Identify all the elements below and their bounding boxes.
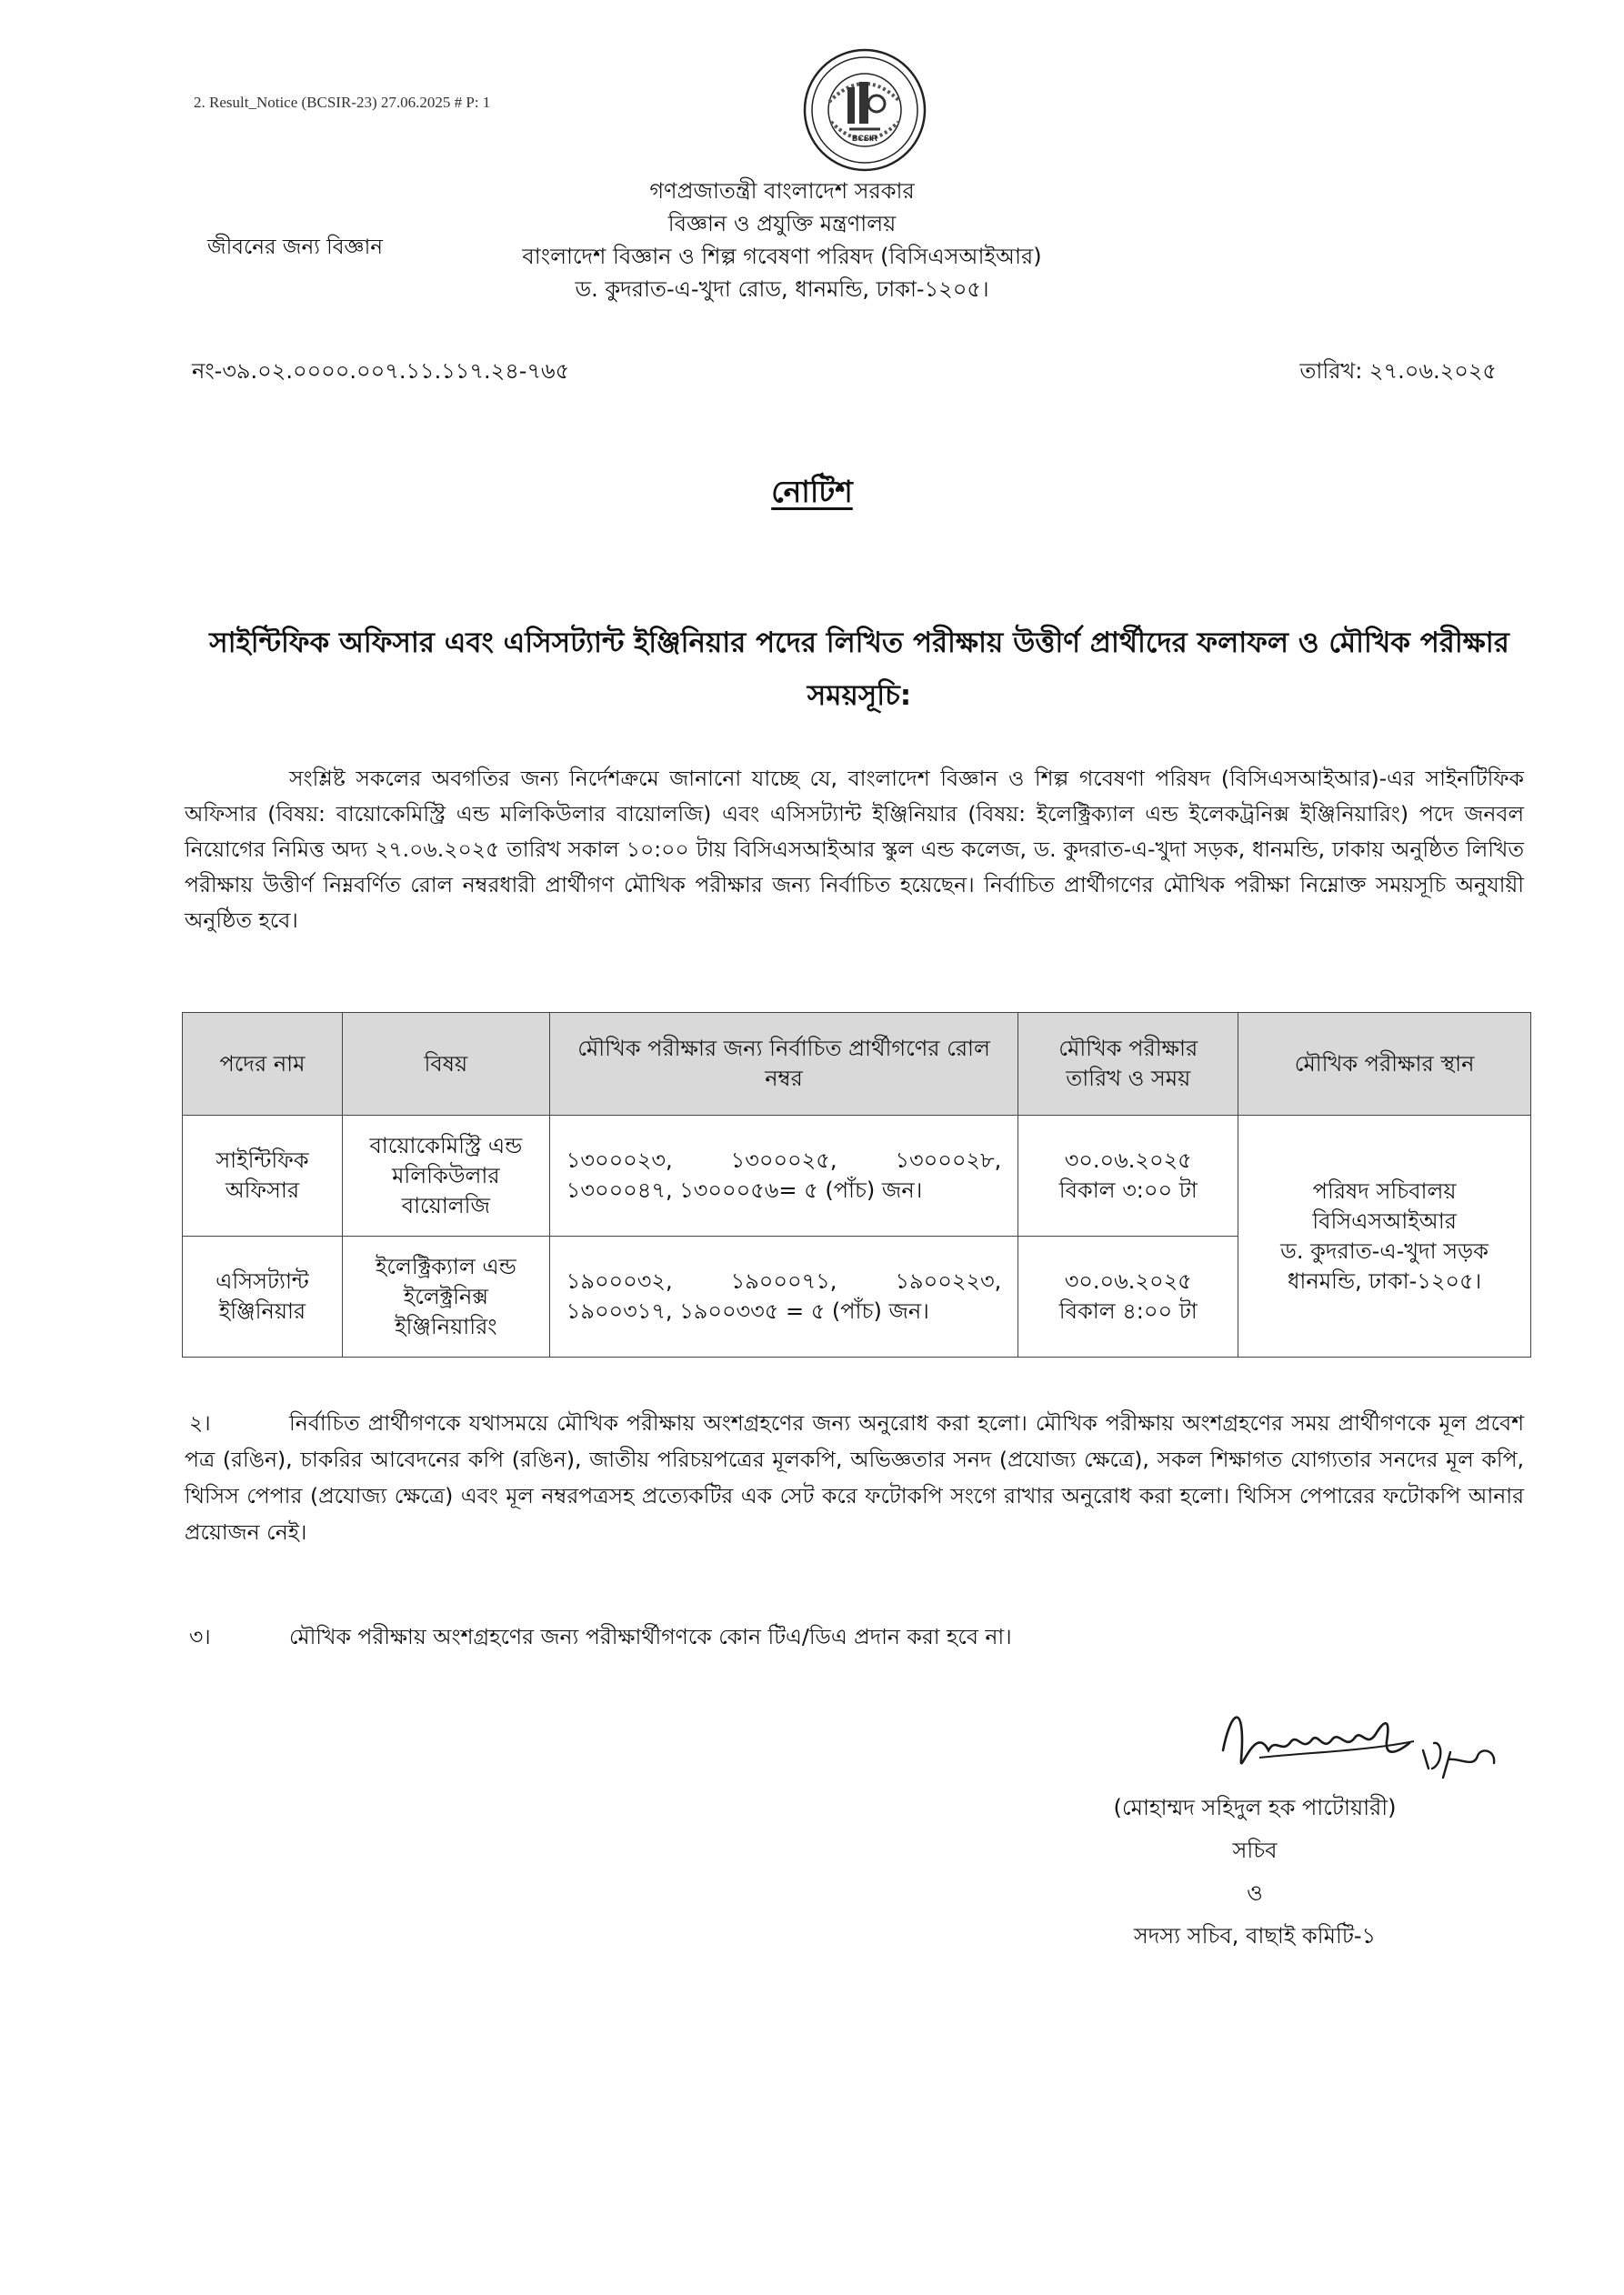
col-header-rolls: মৌখিক পরীক্ষার জন্য নির্বাচিত প্রার্থীগণের রোল নম্বর <box>549 1013 1018 1116</box>
notice-body: সংশ্লিষ্ট সকলের অবগতির জন্য নির্দেশক্রমে জানানো যাচ্ছে যে, বাংলাদেশ বিজ্ঞান ও শিল্প গবেষণা পরিষদ (বিসিএসআইআর)-এর সাইনটিফিক অফিসার (বিষয়: বায়োকেমিস্ট্রি এন্ড মলিকিউলার বায়োলজি) এবং এসিসট্যান্ট ইঞ্জিনিয়ার (বিষয়: ইলেক্ট্রিক্যাল এন্ড ইলেকট্রনিক্স ইঞ্জিনিয়ারিং) পদে জনবল নিয়োগের নিমিত্ত অদ্য ২৭.০৬.২০২৫ তারিখ সকাল ১০:০০ টায় বিসিএসআইআর স্কুল এন্ড কলেজ, ড. কুদরাত-এ-খুদা সড়ক, ধানমন্ডি, ঢাকায় অনুষ্ঠিত লিখিত পরীক্ষায় উত্তীর্ণ নিম্নবর্ণিত রোল নম্বরধারী প্রার্থীগণ মৌখিক পরীক্ষার জন্য নির্বাচিত হয়েছেন। নির্বাচিত প্রার্থীগণের মৌখিক পরীক্ষা নিম্নোক্ত সময়সূচি অনুযায়ী অনুষ্ঠিত হবে। <box>185 766 1524 933</box>
office-header <box>509 175 1055 306</box>
cell-datetime <box>1018 1116 1238 1237</box>
table-row <box>183 1116 1531 1237</box>
venue-line: ড. কুদরাত-এ-খুদা সড়ক <box>1280 1238 1489 1264</box>
col-header-subject: বিষয় <box>342 1013 549 1116</box>
cell-date: ৩০.০৬.২০২৫ <box>1064 1268 1192 1294</box>
col-header-post: পদের নাম <box>183 1013 343 1116</box>
venue-line: পরিষদ সচিবালয় <box>1312 1178 1457 1204</box>
table-header-row <box>183 1013 1531 1116</box>
header-line-govt: গণপ্রজাতন্ত্রী বাংলাদেশ সরকার <box>649 178 915 204</box>
signatory-name: (মোহাম্মদ সহিদুল হক পাটোয়ারী) <box>1113 1795 1397 1820</box>
point-number: ৩। <box>189 1624 211 1649</box>
cell-datetime <box>1018 1237 1238 1358</box>
signatory-conjunction: ও <box>1247 1880 1263 1906</box>
cell-rolls: ১৩০০০২৩, ১৩০০০২৫, ১৩০০০২৮, ১৩০০০৪৭, ১৩০০০৫৬= ৫ (পাঁচ) জন। <box>549 1116 1018 1237</box>
document-ref-code: 2. Result_Notice (BCSIR-23) 27.06.2025 # P: 1 <box>194 94 491 111</box>
header-line-ministry: বিজ্ঞান ও প্রযুক্তি মন্ত্রণালয় <box>667 211 897 236</box>
point-2 <box>185 1405 1524 1550</box>
signatory-block <box>1000 1787 1509 1958</box>
cell-post: এসিসট্যান্ট ইঞ্জিনিয়ার <box>183 1237 343 1358</box>
header-line-organization: বাংলাদেশ বিজ্ঞান ও শিল্প গবেষণা পরিষদ (বিসিএসআইআর) <box>522 244 1042 269</box>
cell-subject: ইলেক্ট্রিক্যাল এন্ড ইলেক্ট্রনিক্স ইঞ্জিনিয়ারিং <box>342 1237 549 1358</box>
point-text: নির্বাচিত প্রার্থীগণকে যথাসময়ে মৌখিক পরীক্ষায় অংশগ্রহণের জন্য অনুরোধ করা হলো। মৌখিক পরীক্ষায় অংশগ্রহণের সময় প্রার্থীগণকে মূল প্রবেশ পত্র (রঙিন), চাকরির আবেদনের কপি (রঙিন), জাতীয় পরিচয়পত্রের মূলকপি, অভিজ্ঞতার সনদ (প্রযোজ্য ক্ষেত্রে), সকল শিক্ষাগত যোগ্যতার সনদের মূল কপি, থিসিস পেপার (প্রযোজ্য ক্ষেত্রে) এবং মূল নম্বরপত্রসহ প্রত্যেকটির এক সেট করে ফটোকপি সংগে রাখার অনুরোধ করা হলো। থিসিস পেপারের ফটোকপি আনার প্রয়োজন নেই। <box>185 1410 1524 1545</box>
notice-title-text: নোটিশ <box>771 474 853 509</box>
signatory-role: সদস্য সচিব, বাছাই কমিটি-১ <box>1133 1923 1377 1949</box>
notice-subject: সাইন্টিফিক অফিসার এবং এসিসট্যান্ট ইঞ্জিনিয়ার পদের লিখিত পরীক্ষায় উত্তীর্ণ প্রার্থীদের ফলাফল ও মৌখিক পরীক্ষার সময়সূচি: <box>209 626 1509 712</box>
bcsir-seal-icon <box>802 47 927 173</box>
venue-line: বিসিএসআইআর <box>1312 1208 1457 1234</box>
signatory-title: সচিব <box>1232 1838 1278 1863</box>
cell-post: সাইন্টিফিক অফিসার <box>183 1116 343 1237</box>
col-header-datetime: মৌখিক পরীক্ষার তারিখ ও সময় <box>1018 1013 1238 1116</box>
cell-rolls: ১৯০০০৩২, ১৯০০০৭১, ১৯০০২২৩, ১৯০০৩১৭, ১৯০০৩৩৫ = ৫ (পাঁচ) জন। <box>549 1237 1018 1358</box>
header-line-address: ড. কুদরাত-এ-খুদা রোড, ধানমন্ডি, ঢাকা-১২০৫। <box>575 276 989 302</box>
cell-date: ৩০.০৬.২০২৫ <box>1064 1148 1192 1173</box>
point-text: মৌখিক পরীক্ষায় অংশগ্রহণের জন্য পরীক্ষার্থীগণকে কোন টিএ/ডিএ প্রদান করা হবে না। <box>289 1624 1012 1649</box>
cell-venue <box>1238 1116 1531 1358</box>
result-table <box>182 1012 1531 1358</box>
point-3 <box>185 1619 1524 1655</box>
col-header-venue: মৌখিক পরীক্ষার স্থান <box>1238 1013 1531 1116</box>
memo-date: তারিখ: ২৭.০৬.২০২৫ <box>1299 358 1497 384</box>
point-number: ২। <box>189 1410 211 1436</box>
venue-line: ধানমন্ডি, ঢাকা-১২০৫। <box>1287 1268 1482 1294</box>
cell-subject: বায়োকেমিস্ট্রি এন্ড মলিকিউলার বায়োলজি <box>342 1116 549 1237</box>
notice-title <box>0 468 1624 519</box>
motto: জীবনের জন্য বিজ্ঞান <box>207 236 383 259</box>
cell-time: বিকাল ৪:০০ টা <box>1058 1298 1198 1324</box>
cell-time: বিকাল ৩:০০ টা <box>1058 1178 1198 1203</box>
memo-number: নং-৩৯.০২.০০০০.০০৭.১১.১১৭.২৪-৭৬৫ <box>192 358 570 384</box>
svg-text:BCSIR: BCSIR <box>851 134 878 143</box>
